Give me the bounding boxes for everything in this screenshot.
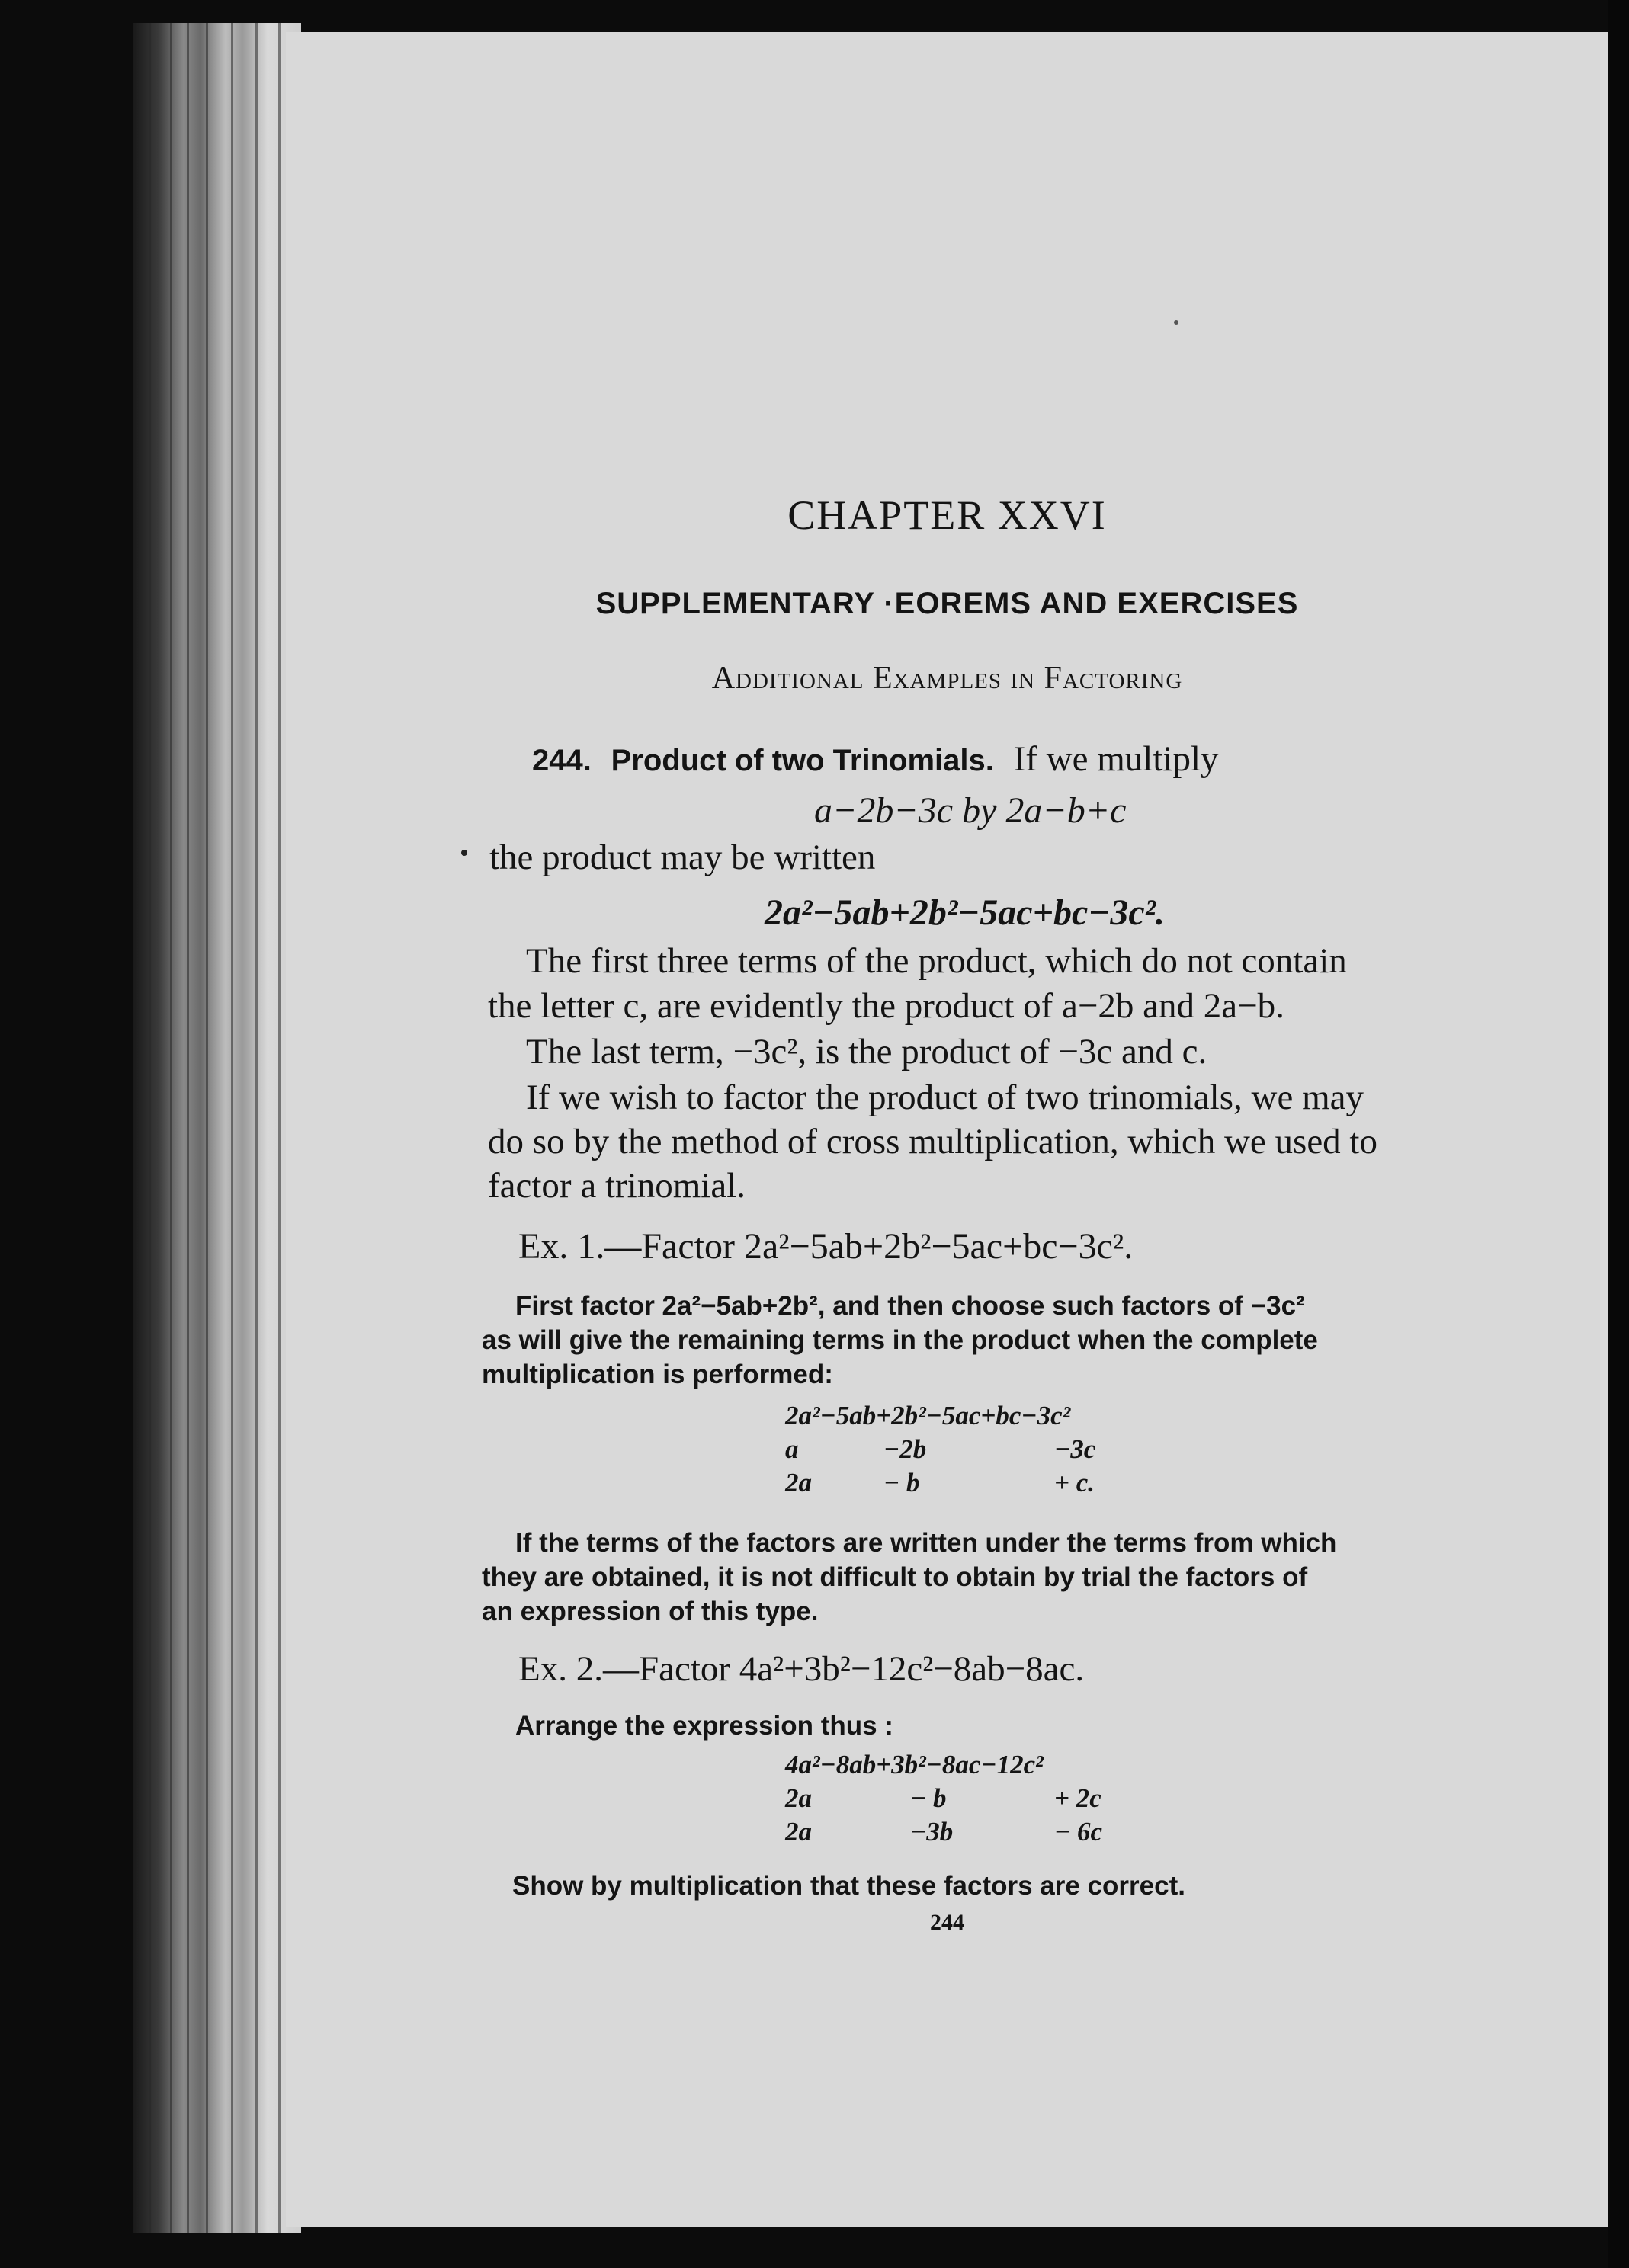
section-subtitle: Additional Examples in Factoring (711, 661, 1183, 696)
example-1-after-line-1: If the terms of the factors are written under the terms from which (515, 1528, 1337, 1558)
section-heading: Product of two Trinomials. (611, 744, 994, 777)
example-1-note-line-1: First factor 2a²−5ab+2b², and then choose such factors of −3c² (515, 1291, 1305, 1321)
example-1-after-line-3: an expression of this type. (482, 1597, 819, 1626)
table-cell: 2a (785, 1783, 812, 1813)
example-1-heading: Ex. 1.—Factor 2a²−5ab+2b²−5ac+bc−3c². (518, 1226, 1134, 1267)
table-cell: + 2c (1054, 1783, 1101, 1813)
paragraph-2: The last term, −3c², is the product of −3c and c. (526, 1032, 1207, 1072)
table-row (785, 1401, 1106, 1434)
example-1-factor-table (785, 1401, 1106, 1501)
table-cell: −3c (1054, 1434, 1096, 1464)
paragraph-1-line-1: The first three terms of the product, which do not contain (526, 941, 1347, 981)
table-row (785, 1468, 1106, 1501)
example-2-factor-table (785, 1750, 1113, 1850)
section-number: 244. (532, 744, 592, 777)
margin-dot (461, 850, 467, 856)
table-cell: a (785, 1434, 799, 1464)
product-written-line: the product may be written (489, 838, 876, 877)
paragraph-3-line-2: do so by the method of cross multiplication, which we used to (488, 1122, 1377, 1161)
example-2-heading: Ex. 2.—Factor 4a²+3b²−12c²−8ab−8ac. (518, 1649, 1085, 1689)
paragraph-3-line-3: factor a trinomial. (488, 1166, 746, 1206)
table-cell: + c. (1054, 1468, 1095, 1498)
example-1-note-line-3: multiplication is performed: (482, 1360, 833, 1389)
book-page-edge (133, 23, 301, 2233)
product-expression: 2a²−5ab+2b²−5ac+bc−3c². (765, 892, 1166, 933)
table-cell: 2a (785, 1468, 812, 1498)
section-244-line (532, 738, 1219, 783)
example-2-closing: Show by multiplication that these factors are correct. (512, 1871, 1185, 1901)
speck (1174, 320, 1178, 325)
table-cell: −2b (883, 1434, 927, 1464)
chapter-heading: CHAPTER XXVI (787, 492, 1107, 538)
paragraph-3-line-1: If we wish to factor the product of two trinomials, we may (526, 1078, 1364, 1117)
section-intro: If we multiply (1013, 739, 1219, 779)
table-cell: −3b (910, 1817, 954, 1847)
example-1-note-line-2: as will give the remaining terms in the product when the complete (482, 1325, 1318, 1355)
example-1-after-line-2: they are obtained, it is not difficult to obtain by trial the factors of (482, 1562, 1308, 1592)
table-row (785, 1783, 1113, 1817)
table-cell: 4a²−8ab+3b²−8ac−12c² (785, 1750, 1044, 1779)
table-cell: − b (883, 1468, 920, 1498)
example-2-arrange: Arrange the expression thus : (515, 1711, 893, 1741)
paragraph-1-line-2: the letter c, are evidently the product of a−2b and 2a−b. (488, 986, 1284, 1026)
table-cell: − 6c (1054, 1817, 1102, 1847)
multiply-expression: a−2b−3c by 2a−b+c (814, 790, 1127, 831)
page-number: 244 (930, 1910, 964, 1935)
chapter-title: SUPPLEMENTARY ·EOREMS AND EXERCISES (595, 587, 1299, 620)
right-binding-shadow (1608, 0, 1629, 2268)
table-row (785, 1434, 1106, 1468)
table-cell: − b (910, 1783, 947, 1813)
table-cell: 2a (785, 1817, 812, 1847)
table-row (785, 1750, 1113, 1783)
table-row (785, 1817, 1113, 1850)
table-cell: 2a²−5ab+2b²−5ac+bc−3c² (785, 1401, 1071, 1430)
